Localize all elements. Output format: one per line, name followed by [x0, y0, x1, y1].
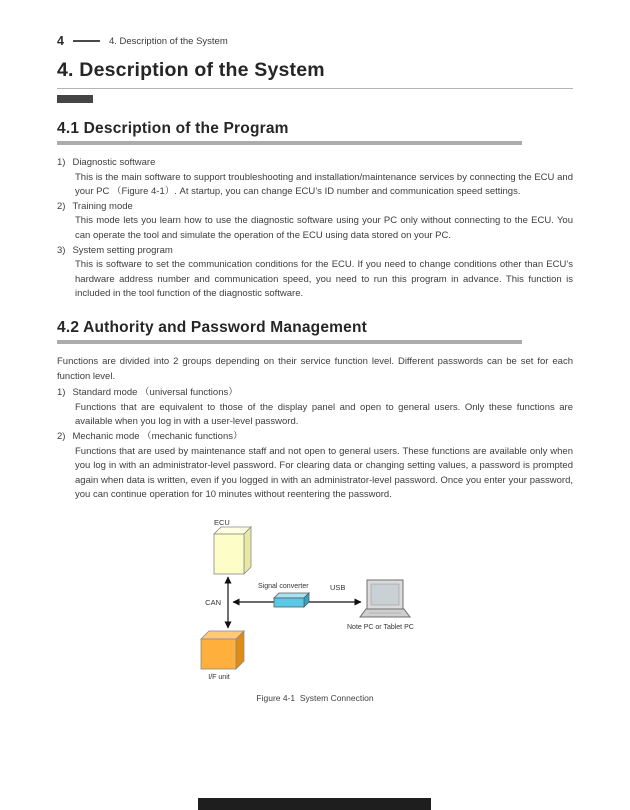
item-body: This mode lets you learn how to use the diagnostic software using your PC only without connecting to the ECU. You can operate the tool and simulate the operation of the ECU using data stored on your PC.: [75, 215, 573, 241]
chapter-title: 4. Description of the System: [57, 59, 325, 81]
item-body: Functions that are equivalent to those of the display panel and open to general users. Only these functions are available when you log in with a user-level password.: [75, 401, 573, 428]
list-item: [57, 386, 573, 430]
item-label: Standard mode （universal functions）: [72, 387, 238, 399]
section-rule-4-1: [57, 141, 522, 145]
item-body: Functions that are used by maintenance staff and not open to general users. These functions are available only when you log in with an administrator-level password. For clearing data or changing setting values, a password is prompted again when data is written, even if you logged in with an administrator-level password. Once you enter your password, you can continue operation for 10 minutes without reentering the password.: [75, 445, 573, 501]
list-item: [57, 200, 573, 244]
title-accent-bar: [57, 95, 93, 103]
can-label: CAN: [205, 597, 221, 607]
laptop-icon: [360, 580, 410, 617]
page-bottom-bar: [198, 798, 431, 810]
figure-caption: Figure 4-1 System Connection: [256, 692, 374, 703]
list-item: [57, 430, 573, 503]
item-number: 3): [57, 244, 66, 256]
figure-4-1: [57, 517, 573, 706]
section-title-4-2: 4.2 Authority and Password Management: [57, 318, 367, 336]
item-label: Mechanic mode （mechanic functions）: [72, 430, 243, 442]
section-4-2-body: [57, 355, 573, 503]
section-4-1-body: [57, 156, 573, 302]
ecu-box: [214, 527, 251, 574]
title-rule: [57, 88, 573, 89]
item-number: 1): [57, 387, 66, 399]
section-intro: Functions are divided into 2 groups depending on their service function level. Different passwords can be set for each function level.: [57, 355, 573, 382]
system-connection-diagram: [155, 517, 475, 683]
if-unit-label: I/F unit: [208, 673, 230, 681]
header-chapter-label: 4. Description of the System: [108, 35, 228, 47]
pc-label: Note PC or Tablet PC: [347, 623, 414, 631]
item-label: System setting program: [72, 244, 173, 256]
ecu-label: ECU: [214, 517, 230, 527]
usb-label: USB: [330, 582, 346, 592]
item-body: This is the main software to support troubleshooting and installation/maintenance services by connecting the ECU and your PC （Figure 4-1）. At startup, you can change ECU’s ID number and communication speed settings.: [75, 171, 573, 198]
item-body: This is software to set the communication conditions for the ECU. If you need to change conditions other than ECU’s hardware address number and communication speed, you need to run this program in advance. This function is included in the tool function of the diagnostic software.: [75, 259, 573, 300]
header-dash-rule: [73, 40, 100, 42]
signal-converter-box: [274, 593, 309, 607]
item-number: 2): [57, 200, 66, 212]
item-label: Diagnostic software: [72, 157, 156, 168]
list-item: [57, 244, 573, 302]
if-unit-box: [201, 631, 244, 669]
list-item: [57, 156, 573, 200]
section-rule-4-2: [57, 340, 522, 344]
section-title-4-1: 4.1 Description of the Program: [57, 120, 289, 137]
item-number: 1): [57, 157, 66, 168]
item-number: 2): [57, 430, 66, 442]
item-label: Training mode: [72, 200, 133, 212]
page-number: 4: [57, 34, 64, 48]
running-header: [57, 34, 573, 48]
signal-converter-label: Signal converter: [258, 582, 309, 590]
